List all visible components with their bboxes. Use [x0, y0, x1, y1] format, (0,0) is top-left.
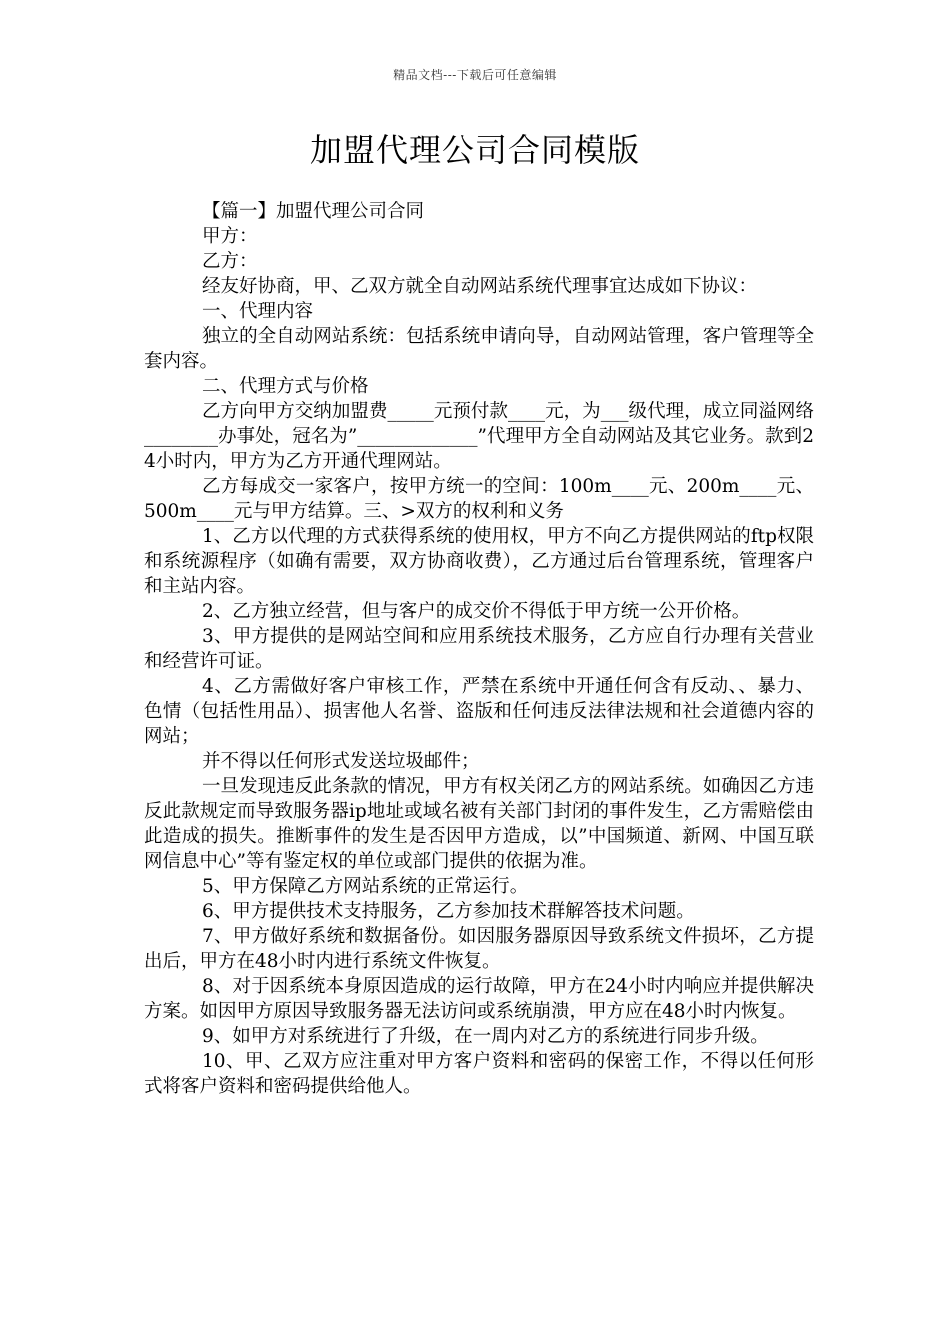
- paragraph: 1、乙方以代理的方式获得系统的使用权，甲方不向乙方提供网站的ftp权限和系统源程序（如确有需要，双方协商收费），乙方通过后台管理系统，管理客户和主站内容。: [144, 526, 814, 597]
- paragraph: 5、甲方保障乙方网站系统的正常运行。: [202, 876, 529, 897]
- paragraph: 8、对于因系统本身原因造成的运行故障，甲方在24小时内响应并提供解决方案。如因甲方原因导致服务器无法访问或系统崩溃，甲方应在48小时内恢复。: [144, 976, 814, 1022]
- document-body: [144, 199, 814, 1099]
- page-header: 精品文档---下载后可任意编辑: [393, 68, 557, 82]
- paragraph: 7、甲方做好系统和数据备份。如因服务器原因导致系统文件损坏，乙方提出后，甲方在48小时内进行系统文件恢复。: [144, 926, 814, 972]
- paragraph: 10、甲、乙双方应注重对甲方客户资料和密码的保密工作，不得以任何形式将客户资料和密码提供给他人。: [144, 1051, 814, 1097]
- party-b-line: 乙方：: [202, 251, 258, 272]
- paragraph: 6、甲方提供技术支持服务，乙方参加技术群解答技术问题。: [202, 901, 695, 922]
- paragraph: 4、乙方需做好客户审核工作，严禁在系统中开通任何含有反动、、暴力、色情（包括性用品）、损害他人名誉、盗版和任何违反法律法规和社会道德内容的网站；: [144, 676, 814, 747]
- paragraph: 并不得以任何形式发送垃圾邮件；: [202, 751, 480, 772]
- paragraph: 3、甲方提供的是网站空间和应用系统技术服务，乙方应自行办理有关营业和经营许可证。: [144, 626, 814, 672]
- document-title: 加盟代理公司合同模版: [309, 131, 640, 169]
- section-heading: 【篇一】加盟代理公司合同: [202, 201, 425, 222]
- paragraph: 一旦发现违反此条款的情况，甲方有权关闭乙方的网站系统。如确因乙方违反此款规定而导致服务器ip地址或域名被有关部门封闭的事件发生，乙方需赔偿由此造成的损失。推断事件的发生是否因甲方造成，以”中国频道、新网、中国互联网信息中心”等有鉴定权的单位或部门提供的依据为准。: [144, 776, 814, 872]
- paragraph: 2、乙方独立经营，但与客户的成交价不得低于甲方统一公开价格。: [202, 601, 751, 622]
- clause-heading: 二、代理方式与价格: [202, 376, 369, 397]
- paragraph: 乙方每成交一家客户，按甲方统一的空间：100m____元、200m____元、500m____元与甲方结算。三、>双方的权利和义务: [144, 476, 814, 522]
- paragraph: 独立的全自动网站系统：包括系统申请向导，自动网站管理，客户管理等全套内容。: [144, 326, 814, 372]
- paragraph: 9、如甲方对系统进行了升级，在一周内对乙方的系统进行同步升级。: [202, 1026, 769, 1047]
- clause-heading: 一、代理内容: [202, 301, 314, 322]
- paragraph: 经友好协商，甲、乙双方就全自动网站系统代理事宜达成如下协议：: [202, 276, 758, 297]
- party-a-line: 甲方：: [202, 226, 258, 247]
- paragraph: 乙方向甲方交纳加盟费_____元预付款____元，为___级代理，成立同溢网络________办事处，冠名为”_____________”代理甲方全自动网站及其它业务。款到24小时内，甲方为乙方开通代理网站。: [144, 401, 814, 472]
